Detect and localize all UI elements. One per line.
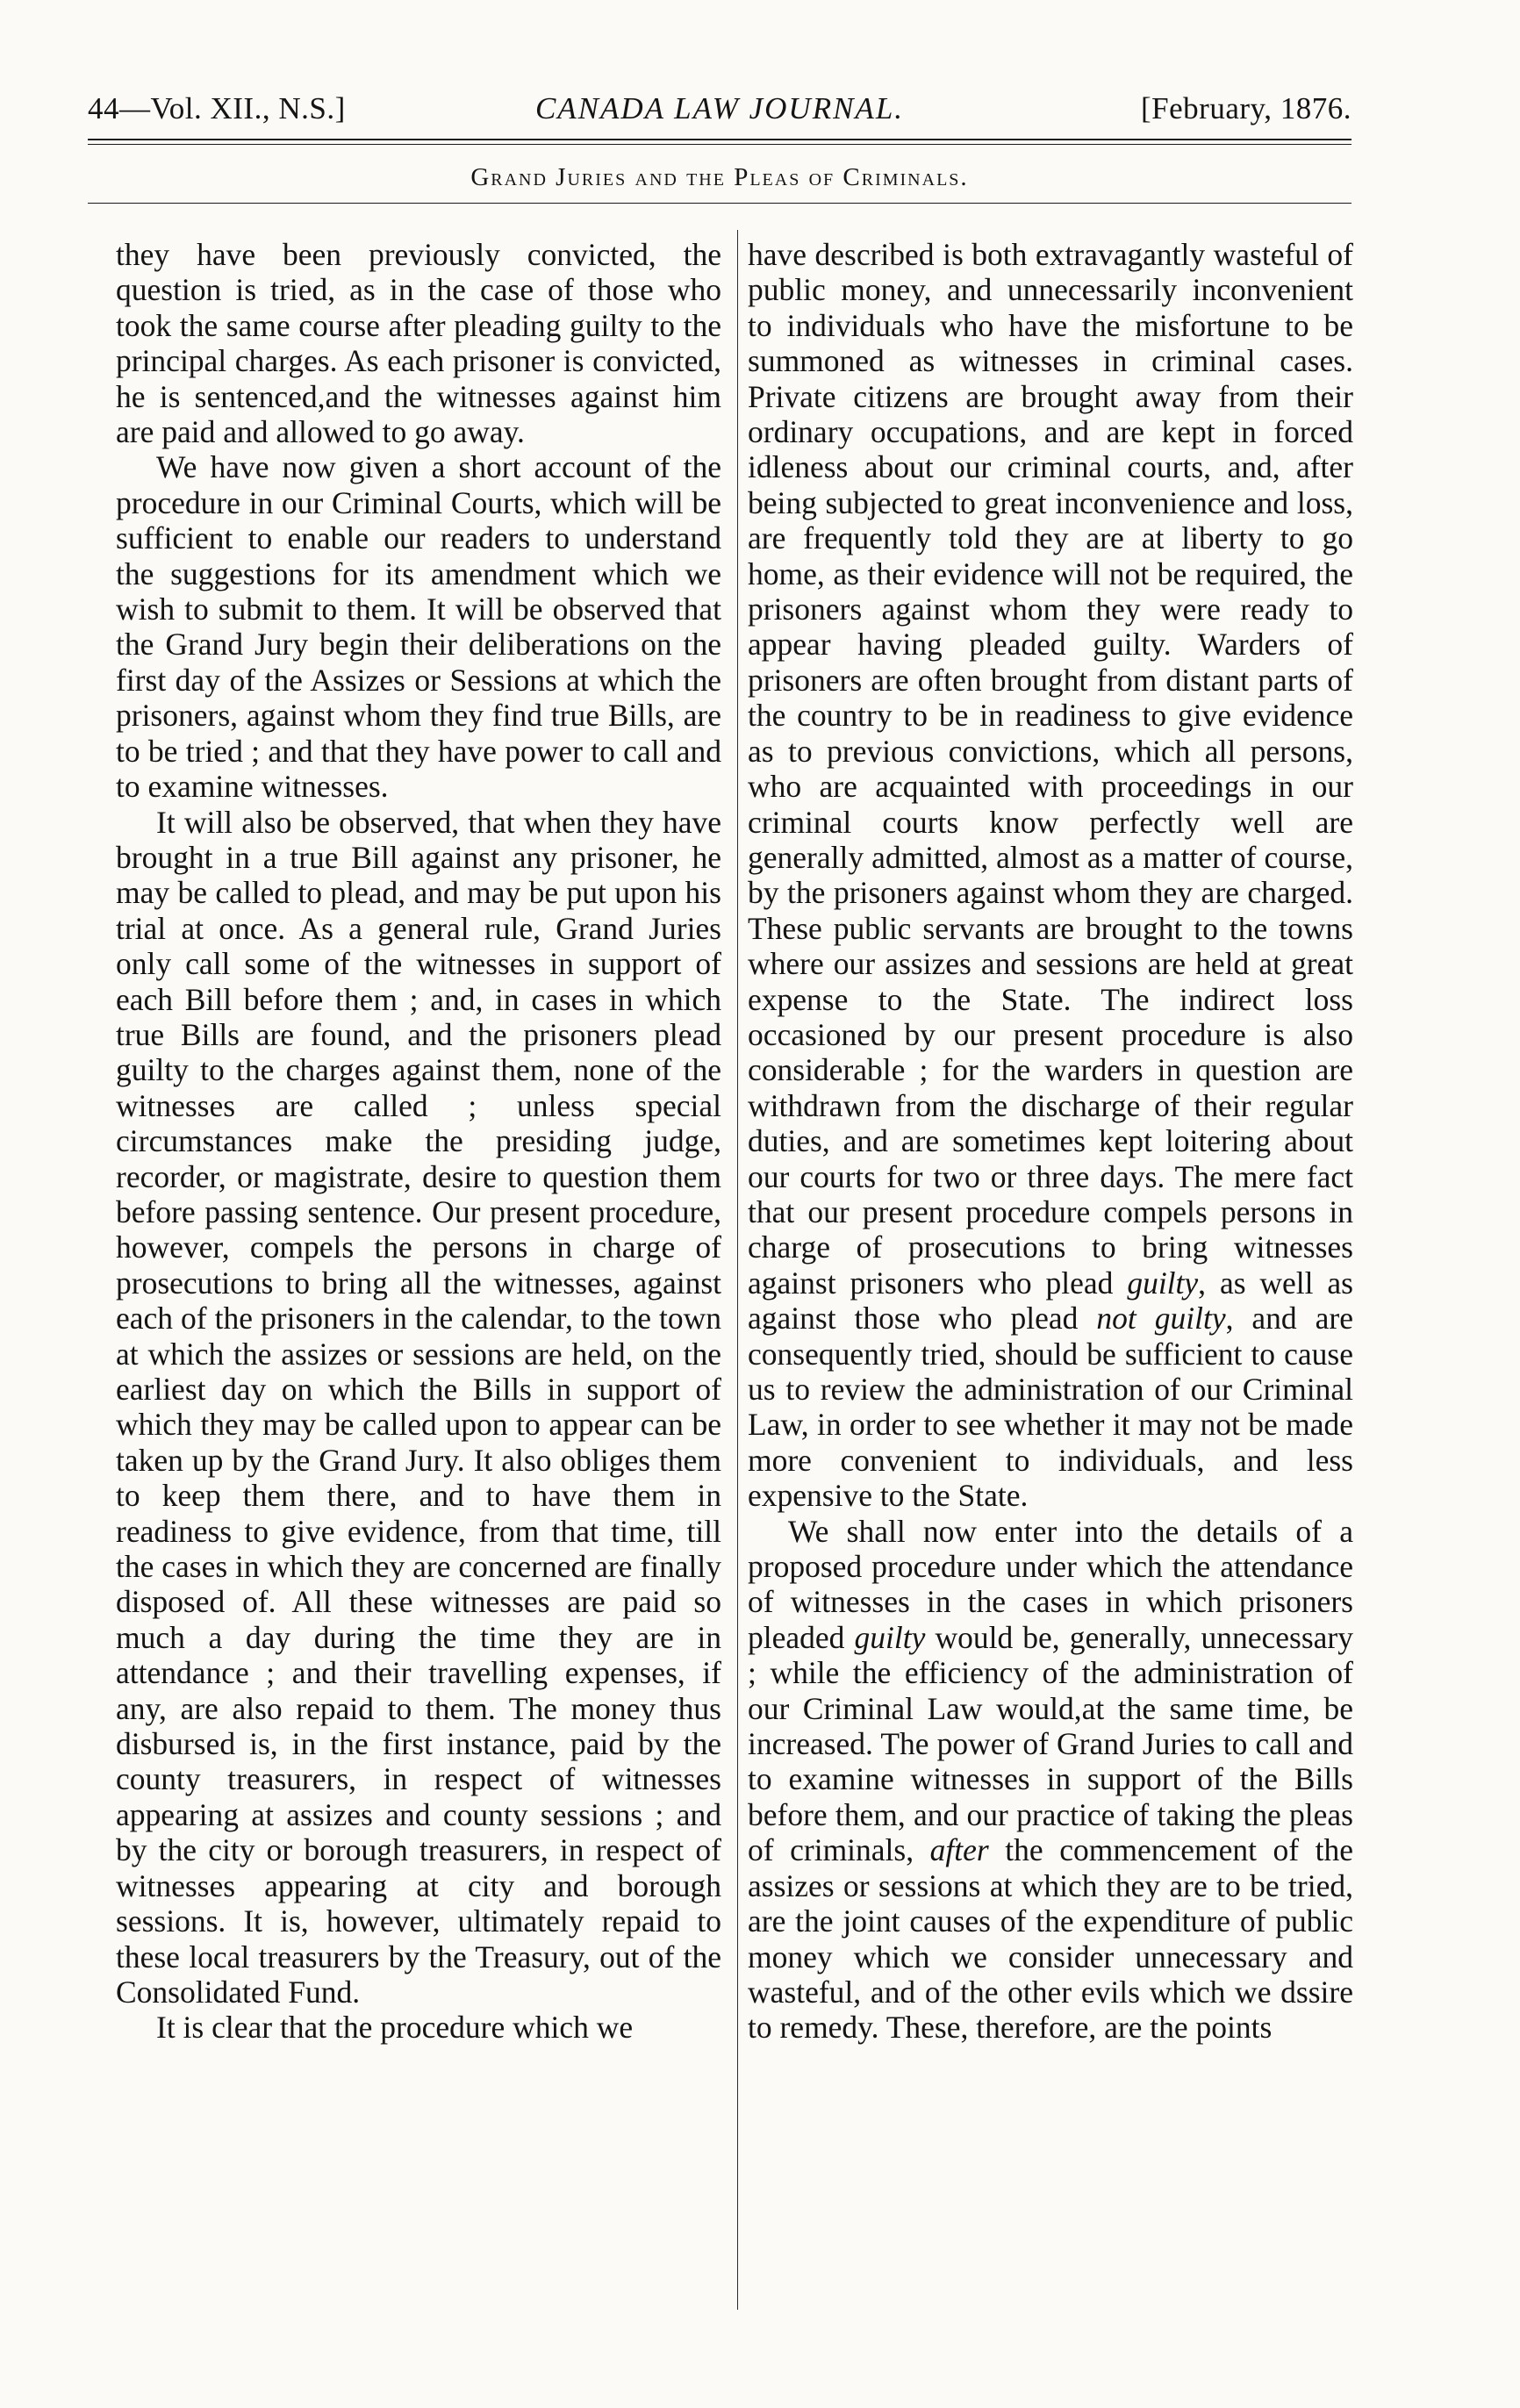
section-title: Grand Juries and the Pleas of Criminals. [470,163,969,191]
left-paragraph-1: they have been previously convicted, the question is tried, as in the case of those who took the same course after pleading guilty to the principal charges. As each prisoner is convicted, he is sentenced,and the witnesses against him are paid and allowed to go away. [116,237,721,450]
left-column [116,237,721,2046]
italic-word: guilty [1127,1265,1199,1301]
page-volume: 44—Vol. XII., N.S.] [88,91,346,125]
column-divider [737,230,738,2310]
text-run: the commencement of the assizes or sessions at which they are to be tried, are the joint causes of the expenditure of public money which we consider unnecessary and wasteful, and of the other evils which we dssire to remedy. These, therefore, are the points [748,1832,1353,2046]
text-run: , as well as against those who plead [748,1265,1354,1337]
left-paragraph-2: We have now given a short account of the procedure in our Criminal Courts, which will be sufficient to enable our readers to understand the suggestions for its amendment which we wish to submit to them. It will be observed that the Grand Jury begin their deliberations on the first day of the Assizes or Sessions at which the prisoners, against whom they find true Bills, are to be tried ; and that they have power to call and to examine witnesses. [116,449,721,805]
right-column [748,237,1353,2046]
left-paragraph-4: It is clear that the procedure which we [156,2010,634,2046]
text-run: , and are consequently tried, should be sufficient to cause us to review the administration of our Criminal Law, in order to see whether it may not be made more convenient to individuals, and less expensive to the State. [748,1301,1353,1514]
journal-title: CANADA LAW JOURNAL. [534,91,905,125]
header-rule-bottom [88,144,1352,145]
issue-date: [February, 1876. [1141,91,1352,125]
left-paragraph-3: It will also be observed, that when they have brought in a true Bill against any prisoner, he may be called to plead, and may be put upon his trial at once. As a general rule, Grand Juries only call some of the witnesses in support of each Bill before them ; and, in cases in which true Bills are found, and the prisoners plead guilty to the charges against them, none of the witnesses are called ; unless special circumstances make the presiding judge, recorder, or magistrate, desire to question them before passing sentence. Our present procedure, however, compels the persons in charge of prosecutions to bring all the witnesses, against each of the prisoners in the calendar, to the town at which the assizes or sessions are held, on the earliest day on which the Bills in support of which they may be called upon to appear can be taken up by the Grand Jury. It also obliges them to keep them there, and to have them in readiness to give evidence, from that time, till the cases in which they are concerned are finally disposed of. All these witnesses are paid so much a day during the time they are in attendance ; and their travelling expenses, if any, are also repaid to them. The money thus disbursed is, in the first instance, paid by the county treasurers, in respect of witnesses appearing at assizes and county sessions ; and by the city or borough treasurers, in respect of witnesses appearing at city and borough sessions. It is, however, ultimately repaid to these local treasurers by the Treasury, out of the Consolidated Fund. [116,804,721,2010]
text-run: would be, generally, unnecessary ; while the efficiency of the administration of our Criminal Law would,at the same time, be increased. The power of Grand Juries to call and to examine witnesses in support of the Bills before them, and our practice of taking the pleas of criminals, [748,1619,1353,1868]
right-paragraph-2 [748,1514,1353,2046]
running-head [88,88,1352,130]
italic-word: after [929,1832,989,1868]
italic-phrase: not guilty [1096,1301,1226,1337]
italic-word: guilty [854,1619,926,1655]
header-rule-top [88,139,1352,140]
text-run: We shall now enter into the details of a proposed procedure under which the attendance of witnesses in the cases in which prisoners pleaded [748,1513,1353,1655]
section-rule [88,203,1352,204]
text-run: have described is both extravagantly wasteful of public money, and unnecessarily inconvenient to individuals who have the misfortune to be summoned as witnesses in criminal cases. Private citizens are brought away from their ordinary occupations, and are kept in forced idleness about our criminal courts, and, after being subjected to great inconvenience and loss, are frequently told they are at liberty to go home, as their evidence will not be required, the prisoners against whom they were ready to appear having pleaded guilty. Warders of prisoners are often brought from distant parts of the country to be in readiness to give evidence as to previous convictions, which all persons, who are acquainted with proceedings in our criminal courts know perfectly well are generally admitted, almost as a matter of course, by the prisoners against whom they are charged. These public servants are brought to the towns where our assizes and sessions are held at great expense to the State. The indirect loss occasioned by our present procedure is also considerable ; for the warders in question are withdrawn from the discharge of their regular duties, and are sometimes kept loitering about our courts for two or three days. The mere fact that our present procedure compels persons in charge of prosecutions to bring witnesses against prisoners who plead [748,237,1353,1301]
right-paragraph-1 [748,237,1353,1514]
